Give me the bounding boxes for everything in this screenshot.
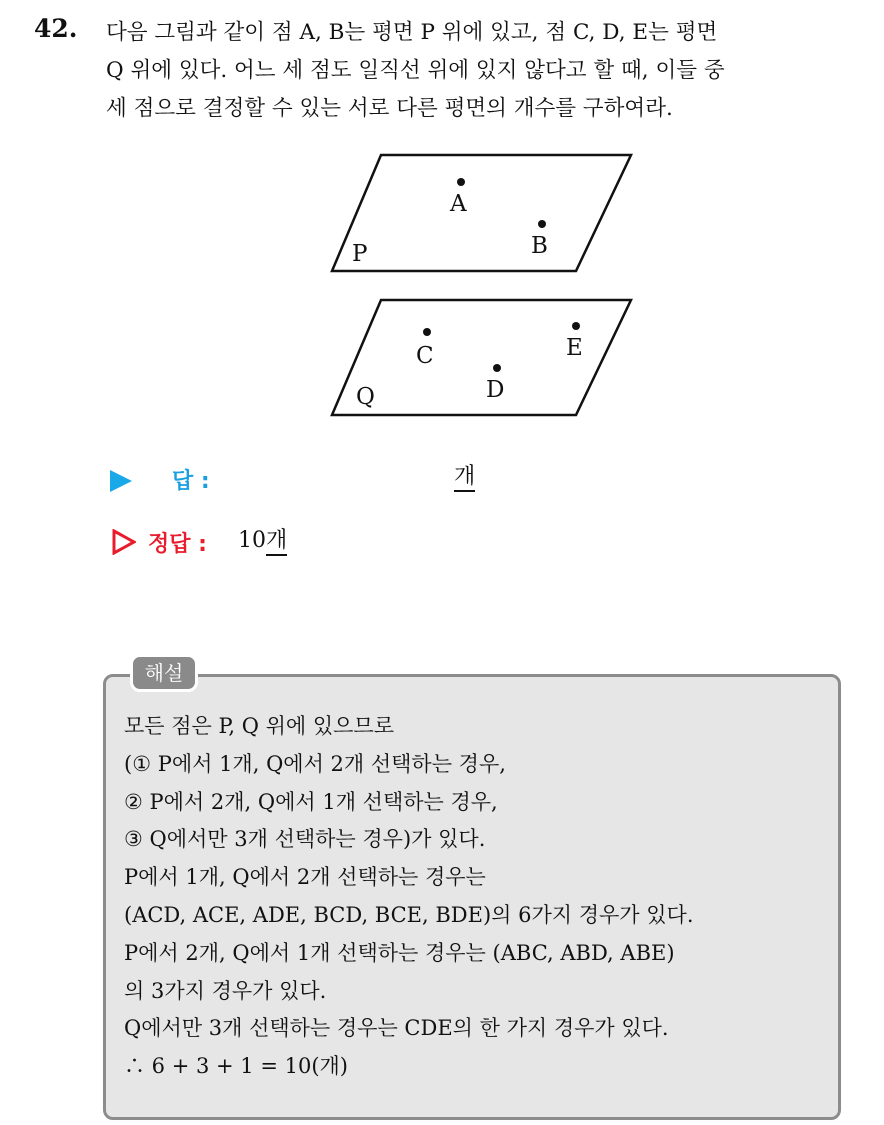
answer-row — [110, 462, 610, 498]
point-e-label: E — [566, 335, 583, 361]
point-d-label: D — [486, 377, 505, 403]
problem-line: Q 위에 있다. 어느 세 점도 일직선 위에 있지 않다고 할 때, 이들 중 — [106, 58, 725, 83]
point-b-dot — [538, 220, 546, 228]
outline-arrow-icon — [112, 529, 136, 555]
solution-line: ③ Q에서만 3개 선택하는 경우)가 있다. — [124, 827, 486, 852]
answer-label: 답 : — [172, 469, 210, 494]
point-a-dot — [457, 178, 465, 186]
solution-line: ② P에서 2개, Q에서 1개 선택하는 경우, — [124, 789, 498, 814]
point-e-dot — [572, 322, 580, 330]
planes-figure — [320, 145, 640, 430]
problem-text — [106, 14, 872, 128]
solution-line: P에서 1개, Q에서 2개 선택하는 경우는 — [124, 865, 486, 890]
solution-line: P에서 2개, Q에서 1개 선택하는 경우는 (ABC, ABD, ABE) — [124, 940, 675, 965]
solution-line: ∴ 6 + 3 + 1 = 10(개) — [124, 1054, 348, 1079]
correct-answer-unit: 개 — [266, 528, 287, 556]
solution-line: (ACD, ACE, ADE, BCD, BCE, BDE)의 6가지 경우가 있다. — [124, 902, 694, 927]
point-b-label: B — [531, 233, 548, 259]
solution-line: (① P에서 1개, Q에서 2개 선택하는 경우, — [124, 751, 506, 776]
solution-tab: 해설 — [130, 654, 198, 692]
solution-line: 모든 점은 P, Q 위에 있으므로 — [124, 714, 395, 738]
correct-answer-label: 정답 : — [148, 532, 207, 557]
plane-q — [332, 300, 631, 415]
point-d-dot — [493, 364, 501, 372]
point-c-dot — [423, 328, 431, 336]
point-a-label: A — [450, 191, 467, 217]
plane-q-label: Q — [356, 384, 375, 410]
solution-line: Q에서만 3개 선택하는 경우는 CDE의 한 가지 경우가 있다. — [124, 1016, 669, 1041]
plane-p-label: P — [352, 241, 368, 267]
point-c-label: C — [416, 343, 434, 369]
problem-line: 세 점으로 결정할 수 있는 서로 다른 평면의 개수를 구하여라. — [106, 96, 673, 121]
solution-line: 의 3가지 경우가 있다. — [124, 978, 327, 1003]
correct-answer-value: 10 — [238, 528, 266, 553]
solution-text — [124, 708, 824, 1086]
play-arrow-icon — [110, 470, 132, 492]
correct-answer-row — [110, 525, 610, 561]
plane-p — [332, 155, 631, 271]
problem-line: 다음 그림과 같이 점 A, B는 평면 P 위에 있고, 점 C, D, E는 평면 — [106, 20, 718, 45]
problem-number: 42. — [34, 14, 78, 43]
answer-unit: 개 — [454, 464, 475, 492]
